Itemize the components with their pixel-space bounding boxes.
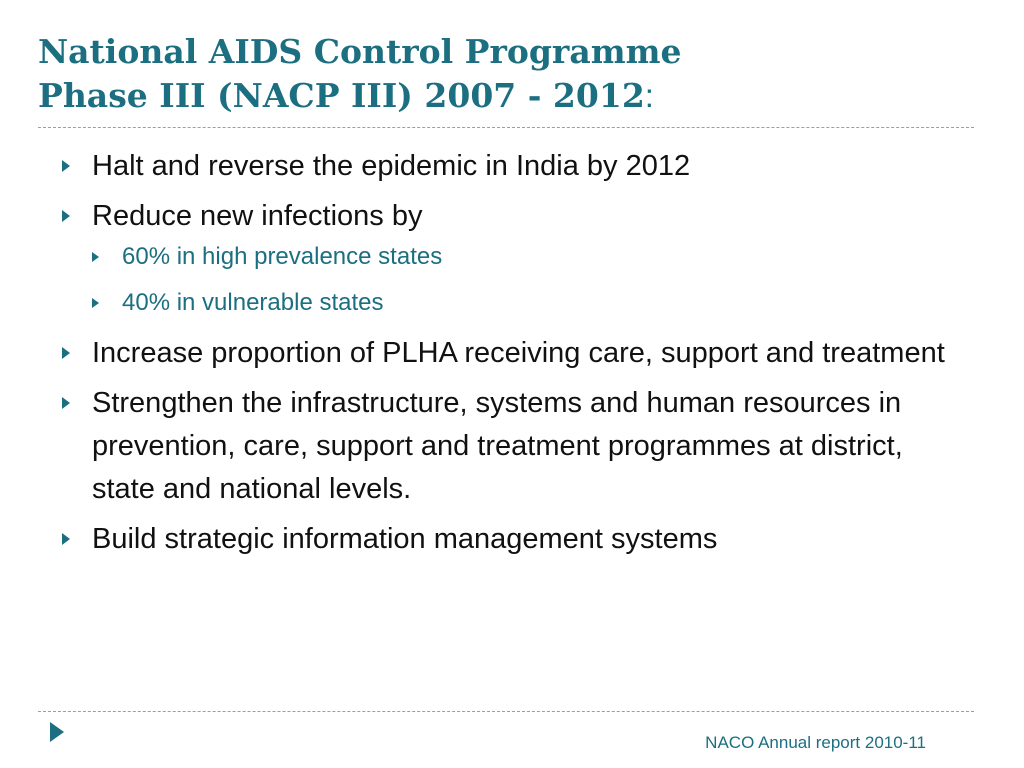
sub-bullet-text: 60% in high prevalence states bbox=[122, 243, 443, 270]
sub-bullet-list bbox=[92, 240, 972, 320]
bullet-text: Reduce new infections by bbox=[92, 200, 423, 232]
bullet-arrow-icon bbox=[62, 160, 70, 172]
bullet-arrow-icon bbox=[62, 347, 70, 359]
sub-bullet-arrow-icon bbox=[92, 252, 99, 262]
bullet-item-4 bbox=[62, 382, 972, 511]
bullet-item-3 bbox=[62, 332, 972, 375]
bullet-arrow-icon bbox=[62, 533, 70, 545]
bullet-arrow-icon bbox=[62, 210, 70, 222]
top-divider bbox=[38, 127, 974, 128]
title-line-1: National AIDS Control Programme bbox=[38, 32, 682, 71]
sub-bullet-text: 40% in vulnerable states bbox=[122, 289, 384, 316]
sub-bullet-item-1 bbox=[92, 240, 972, 274]
bullet-item-5 bbox=[62, 518, 972, 561]
bullet-text: Strengthen the infrastructure, systems and human resources in prevention, care, support and treatment programmes at district, state and national levels. bbox=[92, 387, 903, 505]
bottom-divider bbox=[38, 711, 974, 712]
sub-bullet-item-2 bbox=[92, 286, 972, 320]
sub-bullet-arrow-icon bbox=[92, 298, 99, 308]
bullet-text: Halt and reverse the epidemic in India by 2012 bbox=[92, 150, 691, 182]
title-line-2 bbox=[38, 74, 978, 118]
title-colon: : bbox=[644, 77, 654, 114]
bullet-item-1 bbox=[62, 145, 972, 188]
slide-title bbox=[38, 30, 978, 118]
title-line-2-text: Phase III (NACP III) 2007 - 2012 bbox=[38, 76, 645, 115]
bullet-item-2 bbox=[62, 195, 972, 320]
bullet-text: Increase proportion of PLHA receiving care, support and treatment bbox=[92, 337, 945, 369]
play-arrow-icon[interactable] bbox=[50, 722, 64, 742]
bullet-arrow-icon bbox=[62, 397, 70, 409]
footer-text: NACO Annual report 2010-11 bbox=[705, 733, 926, 752]
bullet-list bbox=[62, 145, 972, 568]
bullet-text: Build strategic information management systems bbox=[92, 523, 718, 555]
